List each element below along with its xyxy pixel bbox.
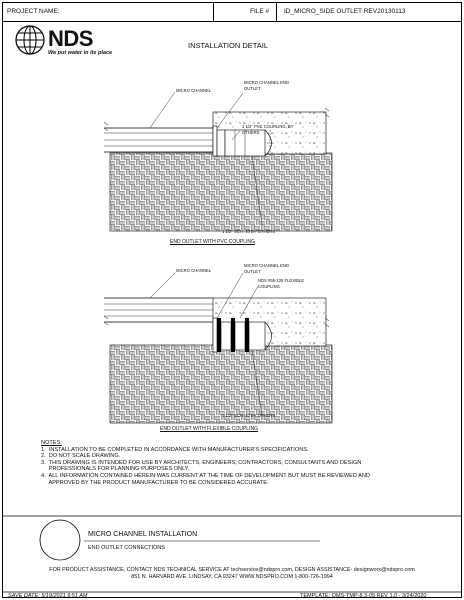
detail-1-drawing	[104, 92, 332, 231]
detail-2-drawing	[104, 273, 332, 423]
note-item: 2. DO NOT SCALE DRAWING.	[41, 453, 121, 460]
note-item: APPROVED BY THE PRODUCT MANUFACTURER TO BE CONSIDERED ACCURATE.	[41, 479, 269, 486]
drawing-title: INSTALLATION DETAIL	[188, 41, 269, 50]
d1-label-outlet-1: MICRO CHANNEL END	[244, 80, 289, 85]
notes	[41, 440, 441, 486]
detail-circle	[40, 520, 80, 560]
d2-label-outlet-1: MICRO CHANNEL END	[244, 263, 289, 268]
d1-caption: END OUTLET WITH PVC COUPLING	[170, 239, 255, 245]
template-id: TEMPLATE: QMS-TMP-8.3-05 REV 1.0 - 3/24/2020	[300, 593, 427, 599]
logo-brand: NDS	[48, 26, 93, 51]
d1-label-outlet-2: OUTLET	[244, 86, 261, 91]
d2-label-outlet-2: OUTLET	[244, 269, 261, 274]
d1-label-coupling-2: OTHERS	[242, 130, 260, 135]
footer-contact	[2, 567, 462, 581]
note-item: 3. THIS DRAWING IS INTENDED FOR USE BY ARCHITECTS, ENGINEERS, CONTRACTORS, CONSULTANTS AND DESIGN	[41, 459, 362, 466]
d2-label-channel: MICRO CHANNEL	[176, 268, 212, 273]
d1-label-pipe: 1 1/2" SCH. 40 BY OTHERS	[222, 229, 276, 234]
d2-label-coupling-1: NDS #55-125 FLEXIBLE	[258, 278, 305, 283]
save-date: SAVE DATE: 5/19/2021 9:51 AM	[8, 593, 88, 599]
footer-line-2: 851 N. HARVARD AVE. LINDSAY, CA 93247 WWW.NDSPRO.COM 1-800-726-1994	[131, 574, 333, 580]
project-name-label: PROJECT NAME:	[7, 8, 60, 15]
file-number-label: FILE #	[250, 8, 270, 15]
notes-heading: NOTES:	[41, 440, 62, 446]
d2-label-coupling-2: COUPLING	[258, 284, 280, 289]
footer-line-1: FOR PRODUCT ASSISTANCE, CONTACT NDS TECHNICAL SERVICE AT techservice@ndspro.com, DESIGN ASSISTANCE- designworx@ndspro.com	[49, 567, 415, 573]
d1-label-channel: MICRO CHANNEL	[176, 88, 212, 93]
note-item: 1. INSTALLATION TO BE COMPLETED IN ACCORDANCE WITH MANUFACTURER'S SPECIFICATIONS.	[41, 446, 309, 453]
title-block-title: MICRO CHANNEL INSTALLATION	[88, 531, 198, 538]
note-item: PROFESSIONALS FOR PLANNING PURPOSES ONLY.	[41, 466, 190, 473]
note-item: 4. ALL INFORMATION CONTAINED HEREIN WAS CURRENT AT THE TIME OF DEVELOPMENT BUT MUST BE REVIEWED AND	[41, 472, 370, 479]
logo-tagline: We put water in its place	[48, 50, 113, 56]
file-number-value: ID_MICRO_SIDE OUTLET REV20130113	[284, 8, 406, 15]
title-block-subtitle: END OUTLET CONNECTIONS	[88, 545, 165, 551]
d2-caption: END OUTLET WITH FLEXIBLE COUPLING	[160, 426, 258, 432]
d2-label-pipe: 1 1/2" SCH. 40 BY OTHERS	[222, 413, 276, 418]
d1-label-coupling-1: 1 1/2" PVC COUPLING, BY	[242, 124, 294, 129]
